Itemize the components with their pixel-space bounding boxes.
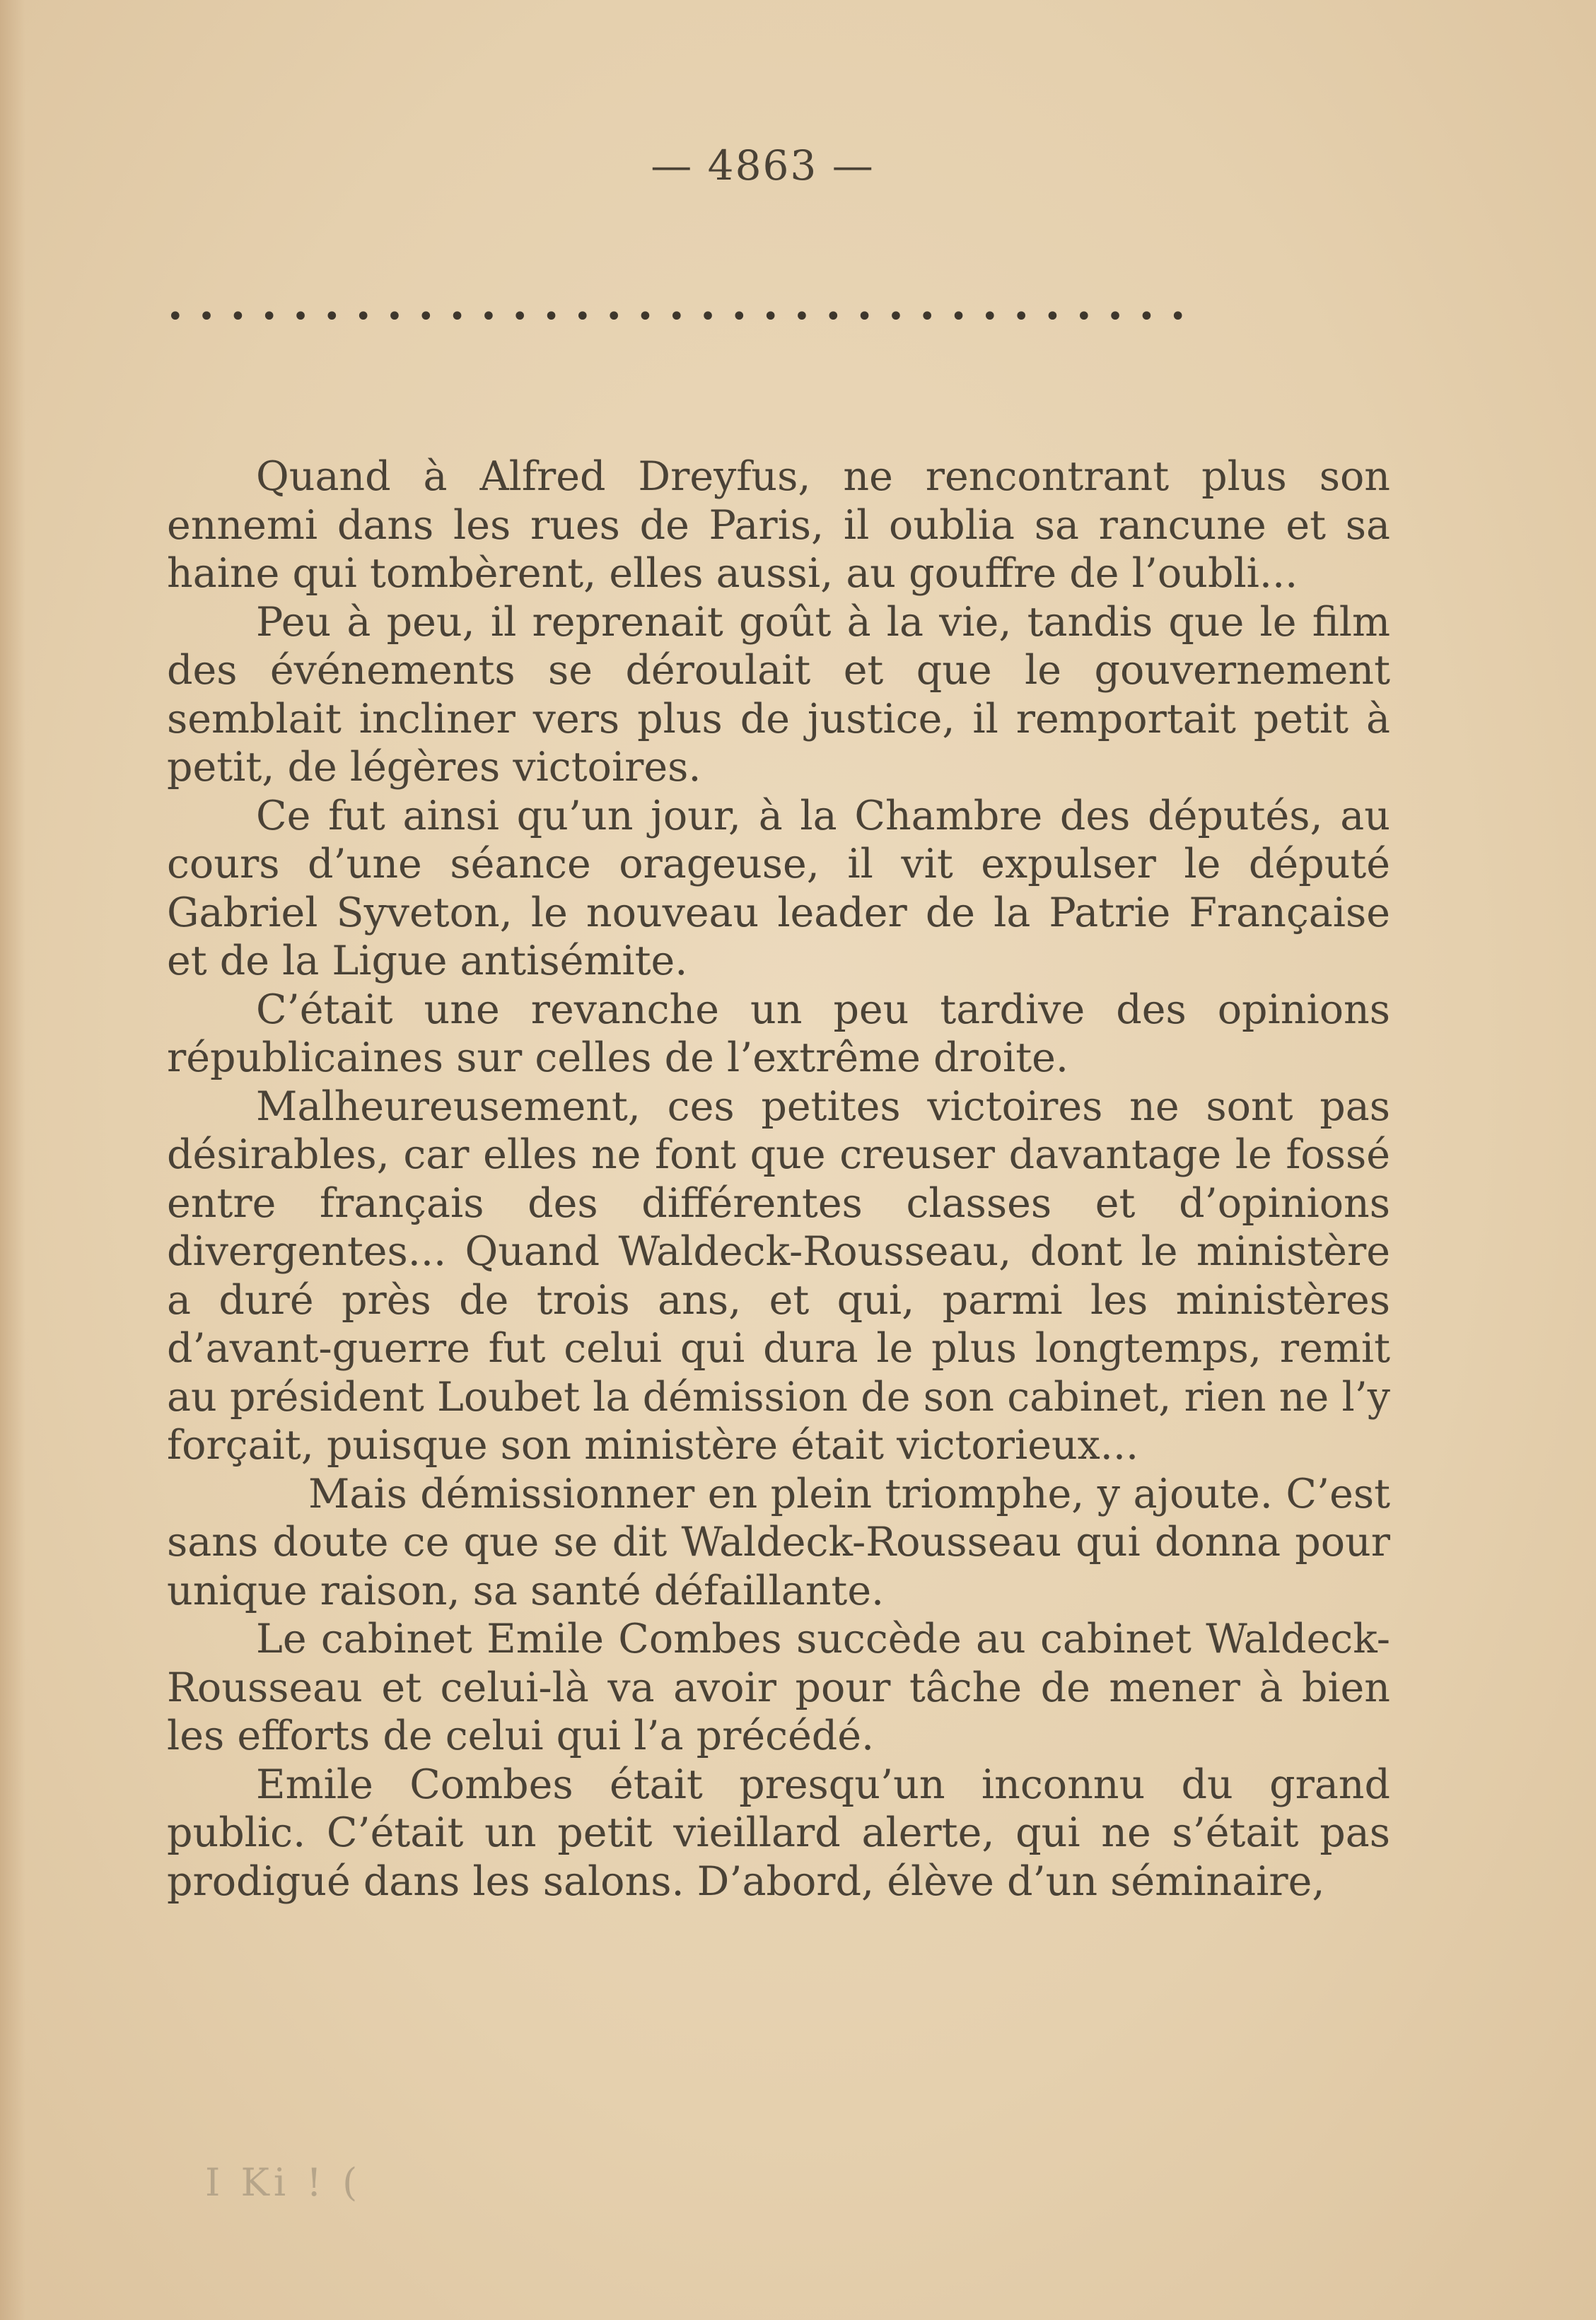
paragraph: Mais démissionner en plein triomphe, y ajoute. C’est sans doute ce que se dit Waldeck-Rousseau qui donna pour unique raison, sa santé défaillante. bbox=[167, 1470, 1390, 1614]
page-number bbox=[0, 141, 1596, 190]
page-number-text: — 4863 — bbox=[651, 141, 875, 190]
paragraph: Ce fut ainsi qu’un jour, à la Chambre des députés, au cours d’une séance orageuse, il vit expulser le député Gabriel Syveton, le nouveau leader de la Patrie Française et de la Ligue antisémite. bbox=[167, 792, 1390, 984]
section-separator: • • • • • • • • • • • • • • • • • • • • • • • • • • • • • • • • • bbox=[167, 301, 1189, 333]
page-edge-shadow bbox=[0, 0, 25, 2320]
paragraph: Malheureusement, ces petites victoires ne sont pas désirables, car elles ne font que creuser davantage le fossé entre français des différentes classes et d’opinions divergentes... Quand Waldeck-Rousseau, dont le ministère a duré près de trois ans, et qui, parmi les ministères d’avant-guerre fut celui qui dura le plus longtemps, remit au président Loubet la démission de son cabinet, rien ne l’y forçait, puisque son ministère était victorieux... bbox=[167, 1083, 1390, 1469]
paragraph: Quand à Alfred Dreyfus, ne rencontrant plus son ennemi dans les rues de Paris, il oublia sa rancune et sa haine qui tombèrent, elles aussi, au gouffre de l’oubli... bbox=[167, 453, 1390, 597]
paragraph: C’était une revanche un peu tardive des opinions républicaines sur celles de l’extrême droite. bbox=[167, 986, 1390, 1081]
paragraph: Peu à peu, il reprenait goût à la vie, tandis que le film des événements se déroulait et que le gouvernement semblait incliner vers plus de justice, il remportait petit à petit, de légères victoires. bbox=[167, 598, 1390, 791]
paragraph: Le cabinet Emile Combes succède au cabinet Waldeck-Rousseau et celui-là va avoir pour tâche de mener à bien les efforts de celui qui l’a précédé. bbox=[167, 1616, 1390, 1759]
paragraph: Emile Combes était presqu’un inconnu du grand public. C’était un petit vieillard alerte, qui ne s’était pas prodigué dans les salons. D’abord, élève d’un séminaire, bbox=[167, 1761, 1390, 1905]
faint-stamp-marks: I Ki ! ( bbox=[205, 2160, 362, 2205]
body-text bbox=[167, 453, 1390, 1906]
